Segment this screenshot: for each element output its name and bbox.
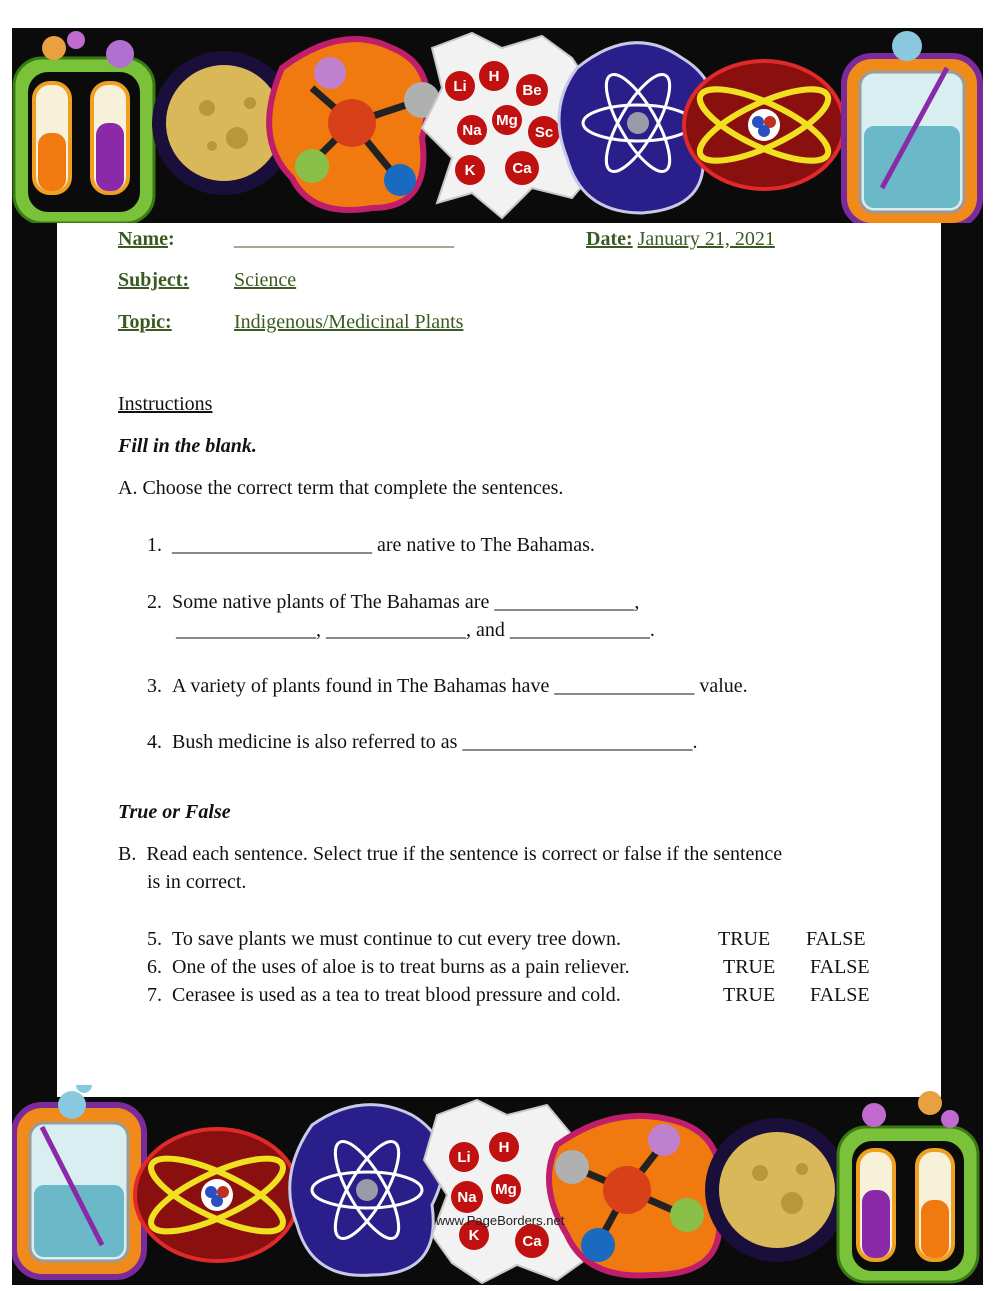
true-false-title: True or False — [118, 801, 231, 823]
fill-in-blank-title: Fill in the blank. — [118, 435, 257, 457]
question-2-line-2: ______________, ______________, and ______________. — [176, 619, 655, 641]
question-2-line-1: 2. Some native plants of The Bahamas are ______________, — [147, 591, 640, 613]
svg-text:Li: Li — [457, 1149, 471, 1166]
statement-5-false-option[interactable]: FALSE — [806, 928, 866, 950]
subject-label: Subject: — [118, 269, 190, 291]
section-b-instruction-line-1: B. Read each sentence. Select true if the sentence is correct or false if the sentence — [118, 843, 783, 865]
svg-text:Be: Be — [522, 82, 542, 99]
question-3: 3. A variety of plants found in The Bahamas have ______________ value. — [147, 675, 748, 697]
svg-text:Li: Li — [453, 78, 467, 95]
topic-value: Indigenous/Medicinal Plants — [234, 311, 464, 333]
svg-text:Mg: Mg — [496, 112, 518, 129]
statement-5: 5. To save plants we must continue to cut every tree down. — [147, 928, 622, 950]
statement-7: 7. Cerasee is used as a tea to treat blood pressure and cold. — [147, 984, 621, 1006]
svg-text:H: H — [498, 1139, 510, 1156]
statement-6-true-option[interactable]: TRUE — [723, 956, 776, 978]
svg-text:K: K — [464, 162, 476, 179]
name-label-row — [118, 228, 175, 251]
svg-text:Ca: Ca — [512, 160, 532, 177]
svg-text:K: K — [468, 1227, 480, 1244]
svg-text:Sc: Sc — [534, 124, 554, 141]
svg-text:Mg: Mg — [495, 1181, 517, 1198]
date-row — [586, 228, 775, 251]
question-4: 4. Bush medicine is also referred to as _______________________. — [147, 731, 698, 753]
svg-text:Na: Na — [462, 122, 482, 139]
svg-text:Na: Na — [457, 1189, 477, 1206]
name-colon: : — [167, 228, 175, 250]
subject-value: Science — [234, 269, 297, 291]
statement-5-true-option[interactable]: TRUE — [718, 928, 771, 950]
instructions-heading: Instructions — [118, 393, 213, 415]
statement-6: 6. One of the uses of aloe is to treat burns as a pain reliever. — [147, 956, 630, 978]
section-b-instruction-line-2: is in correct. — [147, 871, 247, 893]
date-value: January 21, 2021 — [637, 228, 775, 250]
watermark-url: www.PageBorders.net — [435, 1213, 565, 1228]
svg-text:H: H — [488, 68, 500, 85]
date-label: Date: — [586, 228, 633, 250]
name-blank-field[interactable]: ______________________ — [234, 228, 454, 250]
statement-6-false-option[interactable]: FALSE — [810, 956, 870, 978]
name-label: Name — [118, 228, 168, 250]
statement-7-true-option[interactable]: TRUE — [723, 984, 776, 1006]
section-a-instruction: A. Choose the correct term that complete the sentences. — [118, 477, 564, 499]
svg-text:Ca: Ca — [522, 1233, 542, 1250]
topic-label: Topic: — [118, 311, 172, 333]
question-1: 1. ____________________ are native to The Bahamas. — [147, 534, 595, 556]
statement-7-false-option[interactable]: FALSE — [810, 984, 870, 1006]
